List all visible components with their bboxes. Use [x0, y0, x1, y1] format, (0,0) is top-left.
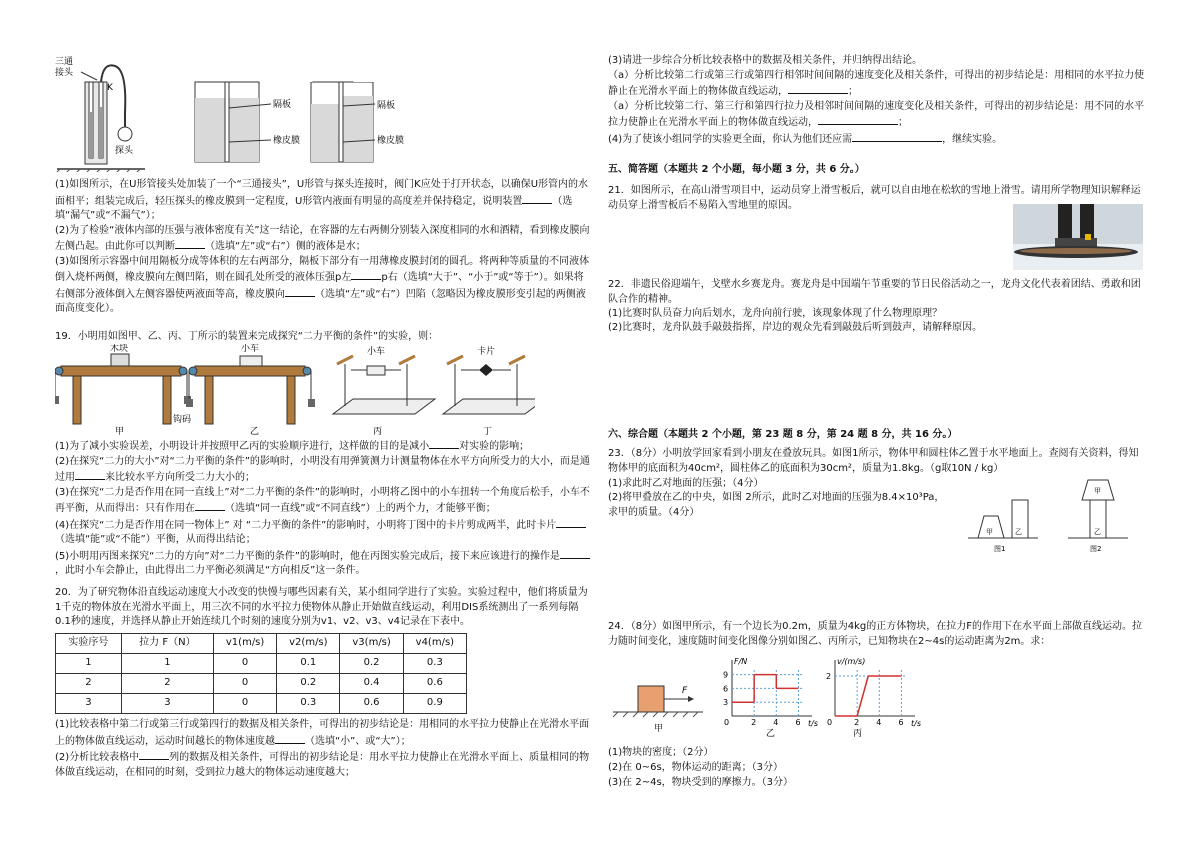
- fig-jia-label: 甲: [115, 427, 125, 436]
- valve-label: K: [107, 83, 113, 93]
- answer-blank[interactable]: [139, 749, 169, 760]
- x-tick-label: 2: [854, 718, 860, 727]
- svg-text:甲: 甲: [986, 528, 993, 536]
- series-segment: [857, 676, 868, 716]
- fig-yi-label: 乙: [250, 427, 260, 436]
- q23-part2b: 求甲的质量。（4分）: [608, 507, 700, 518]
- x-tick-label: 4: [876, 718, 882, 727]
- q19-intro: 19．小明用如图甲、乙、丙、丁所示的装置来完成探究“二力平衡的条件”的实验，则：: [55, 331, 439, 342]
- answer-blank[interactable]: [429, 438, 459, 449]
- q24-text: 24．（8分）如图甲所示，有一个边长为0.2m，质量为4kg的正方体物块，在拉力F的作用下在水平面上部做直线运动。拉力随时间变化，速度随时间变化图像分别如图乙、丙所示，已知物块在2~4s的运动距离为2m。求：: [608, 621, 1142, 647]
- answer-blank[interactable]: [351, 269, 381, 280]
- answer-blank[interactable]: [560, 548, 590, 559]
- x-tick-label: 6: [795, 718, 801, 727]
- table-row: 3 3 0 0.3 0.6 0.9: [56, 694, 467, 714]
- q24-fig-block: [608, 678, 708, 733]
- table-header: 实验序号: [56, 634, 122, 654]
- origin-label: 0: [827, 718, 833, 727]
- membrane-label-1: 橡皮膜: [273, 136, 301, 146]
- q18-text: (1)如图所示，在U形管接头处加装了一个“三通接头”，U形管与探头连接时，阀门K应处于打开状态，以确保U形管内的水面相平；组装完成后，轻压探头的橡皮膜到一定程度，U形管内液面有明显的高度差并保持稳定，说明装置 （选填“漏气”或“不漏气”）； (2)为了检验“液体内部的压强与液体密度有关”这一结论，在容器的左右两侧分别装入深度相同的水和酒精，看到橡皮膜向左侧凸起。由此你可以判断 （选填“左”或“右”）侧的液体是水； (3)如图所示容器中间用隔板分成等体积的左右两部分，隔板下部分有一用薄橡皮膜封闭的圆孔。将两种等质量的不同液体倒入烧杯两侧，橡皮膜向左侧凹陷，则在圆孔处所受的液体压强p左 p右（选填“大于”、“小于”或“等于”）。如果将右侧部分液体倒入左侧容器使两液面等高，橡皮膜向 （选填“左”或“右”）凹陷（忽略因为橡皮膜形变引起的两侧液面高度变化）。: [55, 179, 590, 314]
- q24-part3: (3)在 2~4s，物块受到的摩擦力。（3分）: [608, 777, 794, 788]
- q18-figure-3: [309, 82, 419, 167]
- table-header: v1(m/s): [213, 634, 276, 654]
- y-tick-label: 2: [826, 672, 832, 681]
- fig1-caption: 图1: [994, 545, 1006, 553]
- table-header: v4(m/s): [403, 634, 466, 654]
- table-header: v2(m/s): [277, 634, 340, 654]
- q23-part1: (1)求此时乙对地面的压强；（4分）: [608, 478, 764, 489]
- svg-text:接头: 接头: [55, 68, 74, 78]
- q19-text: (1)为了减小实验误差，小明设计并按照甲乙丙的实验顺序进行，这样做的目的是减小 对实验的影响； (2)在探究“二力的大小”对“二力平衡的条件”的影响时，小明没有用弹簧测力计测量物体在水平方向所受力的大小，而是通过用 来比较水平方向所受二力大小的； (3)在探究“二力是否作用在同一直线上”对“二力平衡的条件”的影响时，小明将乙图中的小车扭转一个角度后松手，小车不再平衡，从而得出：只有作用在 （选填“同一直线”或“不同直线”）上的两个力，才能够平衡； (4)在探究“二力是否作用在同一物体上” 对 “二力平衡的条件”的影响时，小明将丁图中的卡片剪成两半，此时卡片（选填“能”或“不能”）平衡，从而得出结论； (5)小明用丙图来探究“二力的方向”对“二力平衡的条件”的影响时，他在丙图实验完成后，接下来应该进行的操作是，此时小车会静止，由此得出二力平衡必须满足“方向相反”这一条件。: [55, 438, 590, 579]
- q22-part1: (1)比赛时队员奋力向后划水，龙舟向前行驶，该现象体现了什么物理原理？: [608, 308, 943, 319]
- svg-text:乙: 乙: [1094, 528, 1101, 536]
- table-header-row: [56, 634, 467, 654]
- cart-label: 小车: [241, 344, 260, 354]
- q20-table: [55, 633, 467, 714]
- section-6-title: 六、综合题（本题共 2 个小题，第 23 题 8 分，第 24 题 8 分，共 16 分。）: [608, 429, 958, 440]
- answer-blank[interactable]: [285, 286, 315, 297]
- origin-label: 0: [724, 718, 730, 727]
- q19-figures: [55, 344, 535, 436]
- q20-text: (1)比较表格中第二行或第三行或第四行的数据及相关条件，可得出的初步结论是：用相同的水平拉力使静止在光滑水平面上的物体做直线运动，运动时间越长的物体速度越 （选填“小”、或“大”）； (2)分析比较表格中 列的数据及相关条件，可得出的初步结论是：用水平拉力使静止在光滑水平面上、质量相同的物体做直线运动，在相同的时刻，受到拉力越大的物体运动速度越大；: [55, 719, 590, 778]
- block-label: 木块: [110, 344, 129, 354]
- divider-label-2: 隔板: [377, 101, 396, 111]
- svg-text:甲: 甲: [1094, 487, 1101, 495]
- table-row: 1 1 0 0.1 0.2 0.3: [56, 654, 467, 674]
- probe-label: 探头: [115, 146, 134, 156]
- y-tick-label: 6: [723, 684, 729, 694]
- q23-figures: [968, 476, 1128, 554]
- table-header: v3(m/s): [340, 634, 403, 654]
- answer-blank[interactable]: [522, 193, 552, 204]
- svg-text:甲: 甲: [654, 724, 664, 733]
- fig-ding-label: 丁: [483, 427, 493, 436]
- weights-label: 钩码: [173, 415, 192, 425]
- q24-part2: (2)在 0~6s，物体运动的距离；（3分）: [608, 762, 784, 773]
- y-tick-label: 3: [723, 698, 729, 708]
- card-label: 卡片: [477, 347, 496, 357]
- velocity-time-chart: [813, 658, 923, 738]
- q20-continued: (3)请进一步综合分析比较表格中的数据及相关条件，并归纳得出结论。 （a）分析比较第二行或第三行或第四行相邻时间间隔的速度变化及相关条件，可得出的初步结论是：用相同的水平拉力使静止在光滑水平面上的物体做直线运动， ； （a）分析比较第二行、第三行和第四行拉力及相邻时间间隔的速度变化及相关条件，可得出的初步结论是：用不同的水平拉力使静止在光滑水平面上的物体做直线运动， ； (4)为了使该小组同学的实验更全面，你认为他们还应需 ，继续实验。: [608, 55, 1145, 145]
- tee-joint-label: 三通: [55, 57, 74, 67]
- membrane-label-2: 橡皮膜: [377, 136, 405, 146]
- x-tick-label: 6: [898, 718, 904, 727]
- fig-bing-label: 丙: [373, 427, 383, 436]
- answer-blank[interactable]: [818, 114, 898, 125]
- table-header: 拉力 F（N）: [121, 634, 213, 654]
- answer-blank[interactable]: [195, 500, 225, 511]
- answer-blank[interactable]: [556, 517, 586, 528]
- x-tick-label: 2: [751, 718, 757, 727]
- fig2-caption: 图2: [1090, 545, 1102, 553]
- answer-blank[interactable]: [788, 83, 848, 94]
- answer-blank[interactable]: [75, 469, 105, 480]
- y-tick-label: 9: [723, 670, 729, 680]
- q18-p1: (1)如图所示，在U形管接头处加装了一个“三通接头”，U形管与探头连接时，阀门K应处于打开状态，以确保U形管内的水面相平；组装完成后，轻压探头的橡皮膜到一定程度，U形管内液面有明显的高度差并保持稳定，说明装置: [55, 179, 589, 207]
- q18-p2: (2)为了检验“液体内部的压强与液体密度有关”这一结论，在容器的左右两侧分别装入深度相同的水和酒精，看到橡皮膜向左侧凸起。由此你可以判断: [55, 224, 590, 252]
- q23-part2: (2)将甲叠放在乙的中央，如图 2所示，此时乙对地面的压强为8.4×10³Pa，: [608, 492, 945, 503]
- answer-blank[interactable]: [275, 733, 305, 744]
- q24-part1: (1)物块的密度；（2分）: [608, 747, 714, 758]
- section-5-title: 五、简答题（本题共 2 个小题，每小题 3 分，共 6 分。）: [608, 164, 865, 175]
- q21-text: 21．如图所示，在高山滑雪项目中，运动员穿上滑雪板后，就可以自由地在松软的雪地上滑雪。请用所学物理知识解释运动员穿上滑雪板后不易陷入雪地里的原因。: [608, 185, 1141, 211]
- svg-text:F: F: [682, 686, 688, 696]
- svg-text:丙: 丙: [853, 729, 863, 738]
- svg-text:乙: 乙: [766, 729, 776, 738]
- q20-intro: 20．为了研究物体沿直线运动速度大小改变的快慢与哪些因素有关，某小组同学进行了实验。实验过程中，他们将质量为1千克的物体放在光滑水平面上，用三次不同的水平拉力使物体从静止开始做直线运动，利用DIS系统测出了一系列每隔0.1秒的速度，并选择从静止开始连续几个时刻的速度分别为v1、v2、v3、v4记录在下表中。: [55, 587, 588, 627]
- q22-part2: (2)比赛时，龙舟队鼓手敲鼓指挥，岸边的观众先看到敲鼓后听到鼓声，请解释原因。: [608, 322, 983, 333]
- svg-text:乙: 乙: [1015, 528, 1022, 536]
- table-row: 2 2 0 0.2 0.4 0.6: [56, 674, 467, 694]
- y-axis-label: v/(m/s): [837, 658, 866, 666]
- q18-p3: (3)如图所示容器中间用隔板分成等体积的左右两部分，隔板下部分有一用薄橡皮膜封闭的圆孔。将两种等质量的不同液体倒入烧杯两侧，橡皮膜向左侧凹陷，则在圆孔处所受的液体压强p左: [55, 255, 590, 283]
- x-axis-label: t/s: [911, 719, 921, 728]
- x-tick-label: 4: [773, 718, 779, 727]
- x-axis-label: t/s: [808, 719, 818, 728]
- force-time-chart: [710, 658, 820, 738]
- cart2-label: 小车: [367, 347, 386, 357]
- answer-blank[interactable]: [175, 238, 205, 249]
- q23-text: 23．（8分）小明放学回家看到小朋友在叠放玩具。如图1所示，物体甲和圆柱体乙置于水平地面上。查阅有关资料，得知物体甲的底面积为40cm²，圆柱体乙的底面积为30cm²，质量为1.8kg。（g取10N / kg）: [608, 448, 1139, 474]
- divider-label-1: 隔板: [273, 100, 292, 110]
- snowboard-image: [1013, 204, 1143, 270]
- y-axis-label: F/N: [734, 658, 748, 666]
- q22-text: 22．非遗民俗迎端午，戈壁水乡赛龙舟。赛龙舟是中国端午节重要的节日民俗活动之一，龙舟文化代表着团结、勇敢和团队合作的精神。: [608, 279, 1141, 305]
- answer-blank[interactable]: [852, 131, 942, 142]
